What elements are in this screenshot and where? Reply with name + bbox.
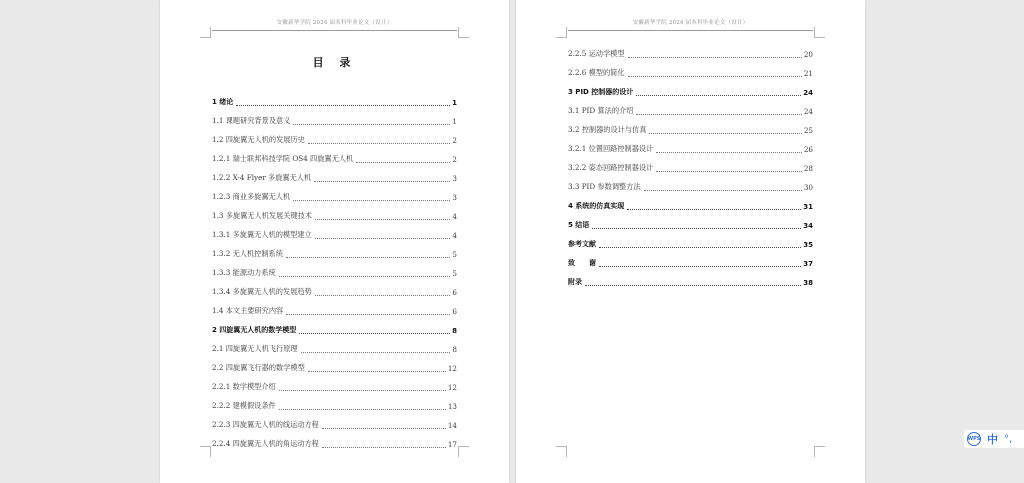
toc-entry-title: 3.2.2 姿态回路控制器设计	[568, 163, 654, 172]
toc-entry[interactable]	[568, 211, 813, 230]
toc-entry-page-number: 17	[447, 440, 457, 449]
toc-leader-dots	[628, 57, 802, 58]
toc-entry[interactable]	[212, 335, 457, 354]
running-header: 安徽新华学院 2024 届本科毕业论文（设计）	[276, 20, 393, 26]
toc-leader-dots	[315, 238, 451, 239]
toc-leader-dots	[286, 314, 450, 315]
toc-entry-title: 1.2.3 商业多旋翼无人机	[212, 192, 291, 201]
toc-entry-page-number: 6	[452, 288, 457, 297]
toc-entry-page-number: 5	[452, 269, 457, 278]
toc-entry[interactable]	[212, 240, 457, 259]
toc-entry-title: 1 绪论	[212, 98, 234, 106]
toc-list-right	[568, 40, 813, 287]
toc-entry-title: 2.2.2 建模假设条件	[212, 401, 276, 410]
toc-entry-page-number: 37	[803, 260, 813, 268]
toc-entry[interactable]	[568, 97, 813, 116]
toc-entry-page-number: 30	[803, 183, 813, 192]
toc-entry-title: 1.3.4 多旋翼无人机的发展趋势	[212, 287, 312, 296]
toc-entry[interactable]	[568, 268, 813, 287]
toc-entry[interactable]	[212, 202, 457, 221]
header-rule	[212, 30, 457, 31]
toc-leader-dots	[286, 257, 451, 258]
toc-entry[interactable]	[212, 145, 457, 164]
header-rule	[568, 30, 813, 31]
crop-mark-top-right	[458, 27, 469, 38]
toc-leader-dots	[293, 200, 450, 201]
toc-entry[interactable]	[212, 107, 457, 126]
crop-mark-top-left	[556, 27, 567, 38]
crop-mark-bottom-right	[458, 446, 469, 457]
toc-entry-page-number: 5	[452, 250, 457, 259]
toc-entry-title: 1.3.2 无人机控制系统	[212, 249, 283, 258]
toc-entry-title: 1.4 本文主要研究内容	[212, 306, 284, 315]
toc-entry-page-number: 4	[452, 231, 457, 240]
toc-leader-dots	[299, 333, 450, 334]
toc-entry-title: 1.2 四旋翼无人机的发展历史	[212, 135, 305, 144]
toc-leader-dots	[236, 105, 450, 106]
toc-entry-title: 1.2.2 X-4 Flyer 多旋翼无人机	[212, 173, 312, 182]
toc-leader-dots	[636, 95, 801, 96]
toc-leader-dots	[314, 181, 450, 182]
toc-entry-page-number: 34	[803, 222, 813, 230]
toc-entry-title: 2.2.1 数学模型介绍	[212, 382, 276, 391]
toc-entry-page-number: 1	[452, 117, 457, 126]
toc-leader-dots	[656, 171, 802, 172]
toc-leader-dots	[315, 295, 451, 296]
toc-entry[interactable]	[568, 116, 813, 135]
toc-entry-page-number: 21	[803, 69, 813, 78]
toc-entry-page-number: 24	[803, 107, 813, 116]
toc-entry-title: 2.2.6 模型的简化	[568, 68, 625, 77]
toc-leader-dots	[356, 162, 450, 163]
toc-entry-page-number: 8	[452, 327, 457, 335]
toc-entry-title: 3.2.1 位置回路控制器设计	[568, 144, 654, 153]
toc-entry-title: 参考文献	[568, 240, 596, 248]
toc-entry-title: 2.2.4 四旋翼无人机的角运动方程	[212, 439, 319, 448]
toc-entry-title: 3.2 控制器的设计与仿真	[568, 125, 647, 134]
toc-entry-page-number: 14	[447, 421, 457, 430]
toc-leader-dots	[279, 390, 446, 391]
toc-entry-title: 2.2 四旋翼飞行器的数学模型	[212, 363, 305, 372]
toc-entry-page-number: 28	[803, 164, 813, 173]
toc-entry-page-number: 3	[452, 174, 457, 183]
toc-leader-dots	[279, 409, 446, 410]
toc-entry-page-number: 13	[447, 402, 457, 411]
toc-entry-page-number: 24	[803, 89, 813, 97]
toc-leader-dots	[279, 276, 451, 277]
toc-leader-dots	[308, 371, 446, 372]
toc-entry-title: 3.1 PID 算法的介绍	[568, 106, 634, 115]
crop-mark-bottom-left	[556, 446, 567, 457]
toc-entry[interactable]	[568, 230, 813, 249]
toc-entry[interactable]	[212, 88, 457, 107]
toc-entry-title: 3 PID 控制器的设计	[568, 88, 634, 96]
toc-entry-title: 2.2.5 运动学模型	[568, 49, 625, 58]
toc-leader-dots	[322, 428, 446, 429]
toc-entry-title: 2.2.3 四旋翼无人机的线运动方程	[212, 420, 319, 429]
toc-entry-title: 5 结语	[568, 221, 590, 229]
toc-entry-page-number: 12	[447, 364, 457, 373]
crop-mark-top-right	[814, 27, 825, 38]
ime-language-toggle[interactable]: 中	[987, 433, 998, 446]
toc-entry-page-number: 38	[803, 279, 813, 287]
toc-entry-title: 致 谢	[568, 259, 596, 267]
toc-entry-title: 2.1 四旋翼无人机飞行原理	[212, 344, 298, 353]
toc-entry[interactable]	[212, 430, 457, 449]
toc-leader-dots	[585, 285, 801, 286]
toc-leader-dots	[649, 133, 801, 134]
toc-entry[interactable]	[212, 297, 457, 316]
toc-entry-page-number: 35	[803, 241, 813, 249]
toc-entry[interactable]	[568, 59, 813, 78]
toc-list-left	[212, 88, 457, 449]
toc-leader-dots	[636, 114, 801, 115]
toc-entry[interactable]	[568, 40, 813, 59]
ime-status-bar[interactable]	[964, 430, 1024, 448]
toc-entry[interactable]	[568, 135, 813, 154]
toc-entry-title: 1.3.1 多旋翼无人机的模型建立	[212, 230, 312, 239]
running-header: 安徽新华学院 2024 届本科毕业论文（设计）	[632, 20, 749, 26]
crop-mark-top-left	[200, 27, 211, 38]
toc-entry-page-number: 20	[803, 50, 813, 59]
toc-entry[interactable]	[212, 278, 457, 297]
toc-entry-page-number: 8	[452, 345, 457, 354]
toc-entry[interactable]	[212, 392, 457, 411]
toc-leader-dots	[628, 76, 802, 77]
toc-leader-dots	[592, 228, 801, 229]
toc-entry-title: 1.1 课题研究背景及意义	[212, 116, 291, 125]
crop-mark-bottom-left	[200, 446, 211, 457]
toc-entry[interactable]	[212, 126, 457, 145]
toc-entry-page-number: 1	[452, 99, 457, 107]
toc-entry-title: 4 系统的仿真实现	[568, 202, 625, 210]
toc-leader-dots	[322, 447, 446, 448]
toc-entry[interactable]	[212, 183, 457, 202]
toc-entry[interactable]	[212, 411, 457, 430]
toc-entry-page-number: 25	[803, 126, 813, 135]
toc-entry[interactable]	[212, 354, 457, 373]
toc-leader-dots	[627, 209, 801, 210]
wps-logo-icon[interactable]: WPS	[967, 432, 981, 446]
toc-entry-page-number: 3	[452, 193, 457, 202]
toc-entry[interactable]	[568, 173, 813, 192]
toc-entry-page-number: 31	[803, 203, 813, 211]
toc-entry-title: 1.2.1 瑞士联邦科技学院 OS4 四旋翼无人机	[212, 154, 354, 163]
toc-leader-dots	[308, 143, 451, 144]
toc-entry-page-number: 6	[452, 307, 457, 316]
toc-entry[interactable]	[568, 192, 813, 211]
toc-entry-page-number: 2	[452, 155, 457, 164]
toc-entry[interactable]	[568, 249, 813, 268]
toc-entry-title: 附录	[568, 278, 582, 286]
toc-entry-page-number: 4	[452, 212, 457, 221]
toc-entry[interactable]	[212, 259, 457, 278]
toc-leader-dots	[301, 352, 451, 353]
crop-mark-bottom-right	[814, 446, 825, 457]
toc-entry[interactable]	[212, 373, 457, 392]
toc-entry-page-number: 26	[803, 145, 813, 154]
toc-title: 目 录	[312, 56, 357, 69]
toc-entry-title: 1.3 多旋翼无人机发展关键技术	[212, 211, 312, 220]
toc-entry-page-number: 12	[447, 383, 457, 392]
toc-leader-dots	[644, 190, 802, 191]
toc-entry[interactable]	[212, 164, 457, 183]
toc-entry-title: 1.3.3 能源动力系统	[212, 268, 276, 277]
toc-leader-dots	[599, 247, 801, 248]
toc-entry[interactable]	[568, 154, 813, 173]
toc-entry-title: 3.3 PID 参数调整方法	[568, 182, 641, 191]
ime-punctuation-toggle[interactable]: °,	[1004, 433, 1013, 445]
toc-entry-page-number: 2	[452, 136, 457, 145]
toc-leader-dots	[293, 124, 450, 125]
toc-entry[interactable]	[568, 78, 813, 97]
toc-entry[interactable]	[212, 316, 457, 335]
document-page-left	[160, 0, 509, 483]
toc-leader-dots	[656, 152, 802, 153]
toc-leader-dots	[315, 219, 450, 220]
toc-entry[interactable]	[212, 221, 457, 240]
document-page-right	[516, 0, 865, 483]
toc-entry-title: 2 四旋翼无人机的数学模型	[212, 326, 297, 334]
toc-leader-dots	[599, 266, 801, 267]
